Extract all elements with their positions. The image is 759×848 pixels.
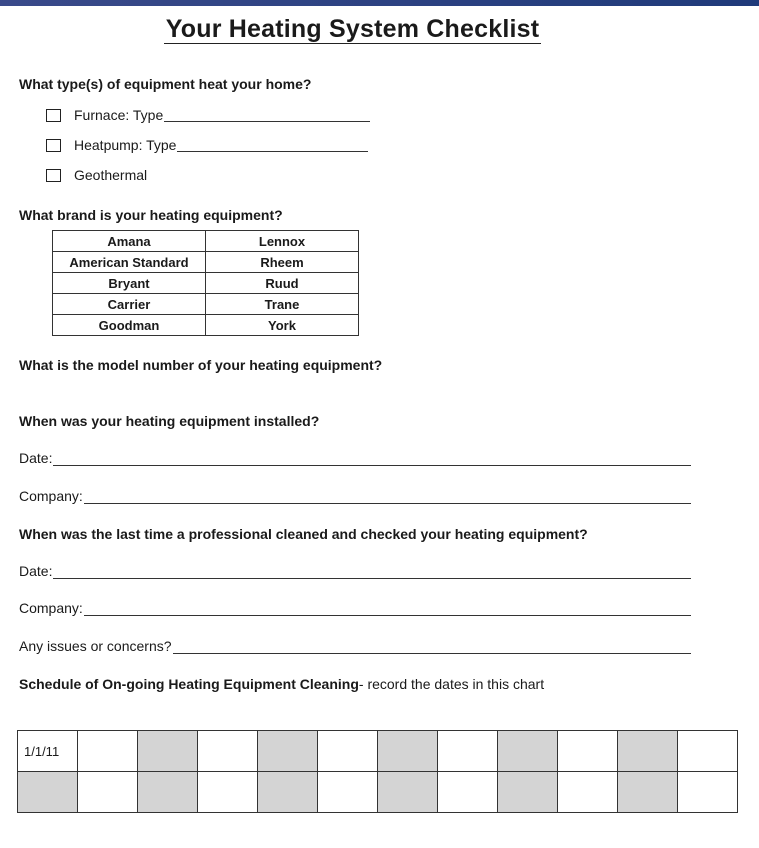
installed-date-field[interactable] xyxy=(19,450,691,466)
option-heatpump xyxy=(46,137,368,153)
schedule-cell[interactable] xyxy=(318,731,378,772)
schedule-cell[interactable] xyxy=(378,772,438,813)
schedule-cell[interactable] xyxy=(258,772,318,813)
brand-table xyxy=(52,230,359,336)
brand-cell: Amana xyxy=(53,231,206,252)
schedule-cell[interactable] xyxy=(78,731,138,772)
table-row xyxy=(53,252,359,273)
schedule-cell[interactable] xyxy=(258,731,318,772)
brand-cell: Rheem xyxy=(206,252,359,273)
schedule-cell[interactable] xyxy=(138,772,198,813)
brand-cell: Trane xyxy=(206,294,359,315)
brand-cell: Goodman xyxy=(53,315,206,336)
date-label: Date: xyxy=(19,563,53,579)
schedule-cell[interactable] xyxy=(318,772,378,813)
top-accent-bar xyxy=(0,0,759,6)
issues-line[interactable] xyxy=(173,639,691,654)
option-geothermal xyxy=(46,167,147,183)
furnace-label: Furnace: Type xyxy=(74,107,164,123)
company-label: Company: xyxy=(19,600,83,616)
schedule-cell[interactable] xyxy=(18,772,78,813)
brand-cell: Carrier xyxy=(53,294,206,315)
schedule-cell[interactable] xyxy=(198,731,258,772)
brand-cell: York xyxy=(206,315,359,336)
question-equipment-type: What type(s) of equipment heat your home? xyxy=(19,76,312,92)
question-last-cleaned: When was the last time a professional cleaned and checked your heating equipment? xyxy=(19,526,588,542)
date-line[interactable] xyxy=(53,564,691,579)
schedule-cell[interactable] xyxy=(438,772,498,813)
schedule-note: - record the dates in this chart xyxy=(358,676,545,692)
company-label: Company: xyxy=(19,488,83,504)
heatpump-label: Heatpump: Type xyxy=(74,137,177,153)
brand-cell: American Standard xyxy=(53,252,206,273)
company-line[interactable] xyxy=(84,601,691,616)
table-row xyxy=(53,315,359,336)
schedule-cell[interactable] xyxy=(498,772,558,813)
schedule-cell[interactable] xyxy=(138,731,198,772)
issues-label: Any issues or concerns? xyxy=(19,638,172,654)
schedule-cell[interactable] xyxy=(618,772,678,813)
company-line[interactable] xyxy=(84,489,691,504)
issues-field[interactable] xyxy=(19,638,691,654)
furnace-checkbox[interactable] xyxy=(46,109,61,122)
heatpump-type-line[interactable] xyxy=(177,138,368,152)
question-brand: What brand is your heating equipment? xyxy=(19,207,283,223)
schedule-grid xyxy=(17,730,738,813)
heatpump-checkbox[interactable] xyxy=(46,139,61,152)
geothermal-checkbox[interactable] xyxy=(46,169,61,182)
schedule-cell[interactable] xyxy=(78,772,138,813)
schedule-cell[interactable] xyxy=(558,772,618,813)
table-row xyxy=(53,294,359,315)
table-row xyxy=(18,772,738,813)
schedule-heading xyxy=(19,676,544,692)
schedule-cell[interactable] xyxy=(618,731,678,772)
cleaned-date-field[interactable] xyxy=(19,563,691,579)
furnace-type-line[interactable] xyxy=(164,108,370,122)
schedule-cell[interactable] xyxy=(198,772,258,813)
question-model-number: What is the model number of your heating equipment? xyxy=(19,357,383,373)
schedule-cell[interactable] xyxy=(498,731,558,772)
geothermal-label: Geothermal xyxy=(74,167,148,183)
brand-cell: Bryant xyxy=(53,273,206,294)
page-title: Your Heating System Checklist xyxy=(165,15,540,43)
schedule-cell[interactable] xyxy=(378,731,438,772)
date-label: Date: xyxy=(19,450,53,466)
table-row xyxy=(53,231,359,252)
brand-cell: Lennox xyxy=(206,231,359,252)
schedule-cell[interactable] xyxy=(438,731,498,772)
table-row xyxy=(53,273,359,294)
table-row xyxy=(18,731,738,772)
schedule-cell[interactable] xyxy=(558,731,618,772)
schedule-cell[interactable]: 1/1/11 xyxy=(18,731,78,772)
option-furnace xyxy=(46,107,370,123)
brand-cell: Ruud xyxy=(206,273,359,294)
date-line[interactable] xyxy=(53,451,691,466)
schedule-cell[interactable] xyxy=(678,731,738,772)
schedule-title: Schedule of On-going Heating Equipment Cleaning xyxy=(19,676,359,692)
cleaned-company-field[interactable] xyxy=(19,600,691,616)
installed-company-field[interactable] xyxy=(19,488,691,504)
question-installed: When was your heating equipment installed? xyxy=(19,413,320,429)
schedule-cell[interactable] xyxy=(678,772,738,813)
